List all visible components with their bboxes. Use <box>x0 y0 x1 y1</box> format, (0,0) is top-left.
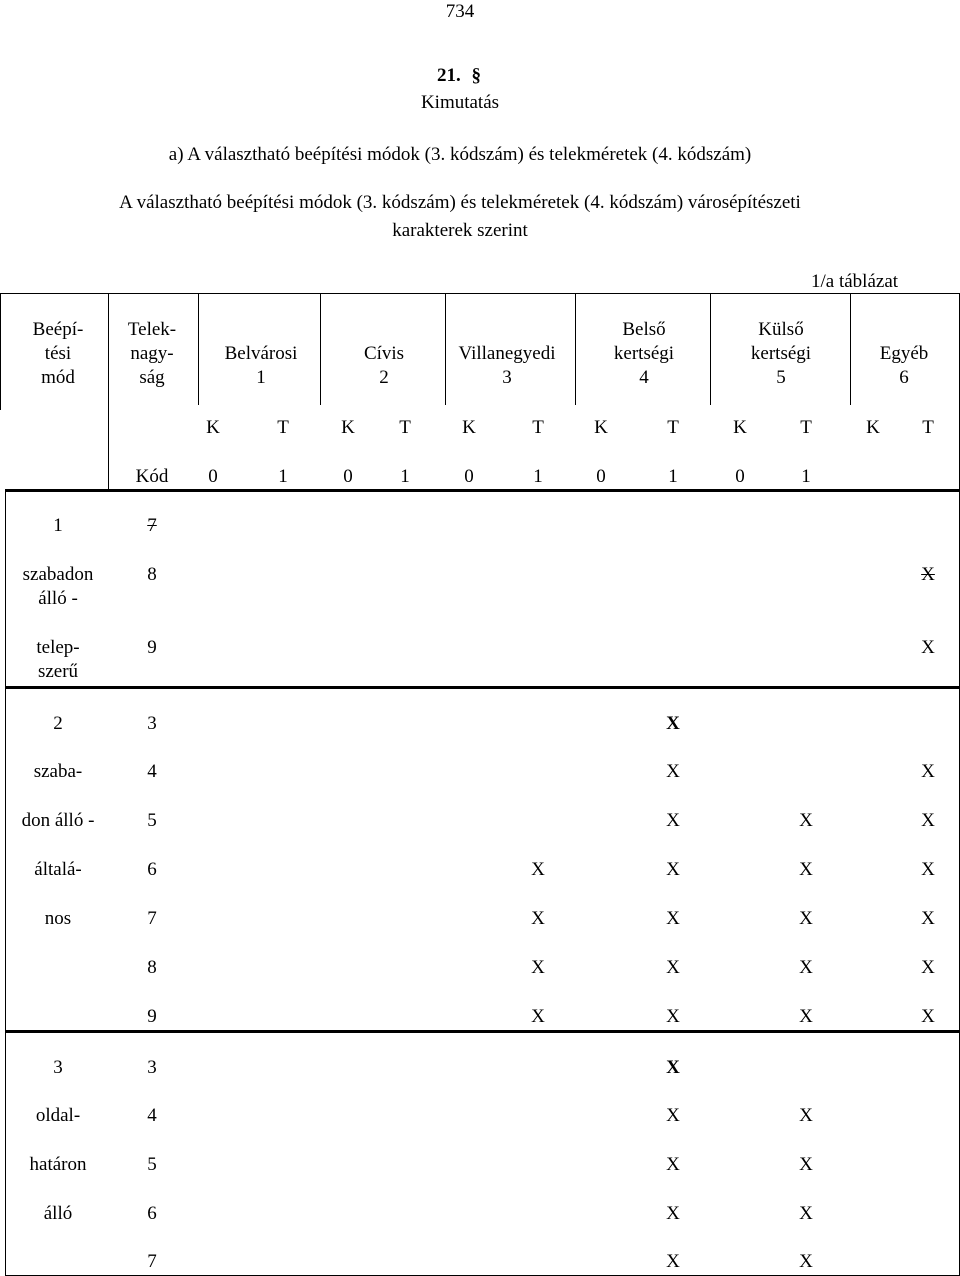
header-kod-value: 1 <box>278 466 288 487</box>
mark-x: X <box>666 1006 680 1027</box>
mark-x: X <box>531 957 545 978</box>
size-code: 9 <box>147 1006 157 1027</box>
size-code: 5 <box>147 810 157 831</box>
mark-x: X <box>666 908 680 929</box>
header-character-name-l1: Belső <box>622 319 666 340</box>
table-top-border <box>0 293 960 294</box>
size-code: 7 <box>147 1251 157 1272</box>
table-reference: 1/a táblázat <box>811 271 899 292</box>
mark-x: X <box>799 1251 813 1272</box>
mark-x: X <box>666 1057 680 1078</box>
header-character-name-l1: Külső <box>758 319 804 340</box>
size-code: 4 <box>147 1105 157 1126</box>
header-kt-label: T <box>277 417 289 438</box>
size-code: 4 <box>147 761 157 782</box>
subheading: a) A választható beépítési módok (3. kódszám) és telekméretek (4. kódszám) <box>168 144 752 165</box>
vline-villa-belso <box>575 293 576 405</box>
mark-x: X <box>921 1006 935 1027</box>
header-kt-label: K <box>462 417 476 438</box>
mark-x: X <box>531 859 545 880</box>
header-character-code: 5 <box>776 367 786 388</box>
group-label-line: szaba- <box>33 761 83 782</box>
group-label-line: szerű <box>37 661 79 682</box>
header-kod-value: 0 <box>735 466 745 487</box>
size-code: 8 <box>147 957 157 978</box>
mark-x: X <box>921 957 935 978</box>
header-kt-label: K <box>866 417 880 438</box>
mark-x: X <box>921 908 935 929</box>
header-character-name-l2: kertségi <box>750 343 812 364</box>
header-size-line: Telek- <box>127 319 177 340</box>
mark-x: X <box>921 810 935 831</box>
group-label-line: oldal- <box>35 1105 81 1126</box>
group-number: 1 <box>53 515 63 536</box>
header-kod-value: 0 <box>208 466 218 487</box>
header-character-code: 3 <box>502 367 512 388</box>
mark-x: X <box>799 1154 813 1175</box>
header-size-line: nagy- <box>130 343 174 364</box>
vline-civis-villa <box>445 293 446 405</box>
section-sign: § <box>471 65 481 86</box>
mark-x: X <box>666 1251 680 1272</box>
vline-left-body <box>5 489 6 1275</box>
group2-bottom-border <box>5 1030 960 1033</box>
header-kod-value: 1 <box>400 466 410 487</box>
header-kod-value: 0 <box>596 466 606 487</box>
mark-x: X <box>666 957 680 978</box>
mark-x: X <box>921 637 935 658</box>
header-character-name: Belvárosi <box>224 343 298 364</box>
header-kt-label: T <box>532 417 544 438</box>
section-number <box>437 64 481 88</box>
header-kt-label: K <box>733 417 747 438</box>
mark-x: X <box>666 713 680 734</box>
header-kod-value: 0 <box>343 466 353 487</box>
header-size-line: ság <box>139 367 165 388</box>
size-code: 6 <box>147 859 157 880</box>
group-label-line: általá- <box>34 859 82 880</box>
vline-kulso-egyeb <box>850 293 851 405</box>
header-kt-label: T <box>399 417 411 438</box>
table-title-line1: A választható beépítési módok (3. kódszám) és telekméretek (4. kódszám) városépítészeti <box>119 192 801 213</box>
mark-x: X <box>921 564 935 585</box>
size-code: 3 <box>147 713 157 734</box>
header-kt-label: K <box>206 417 220 438</box>
section-number-text: 21. <box>437 65 461 86</box>
group-label-line: szabadon <box>22 564 94 585</box>
mark-x: X <box>531 1006 545 1027</box>
mark-x: X <box>921 859 935 880</box>
header-kod-value: 1 <box>668 466 678 487</box>
group-label-line: álló - <box>38 588 78 609</box>
vline-size-belvarosi <box>198 293 199 405</box>
page-number: 734 <box>445 1 475 22</box>
header-kt-label: K <box>594 417 608 438</box>
size-code: 3 <box>147 1057 157 1078</box>
table-title-line2: karakterek szerint <box>392 220 528 241</box>
header-kt-label: T <box>800 417 812 438</box>
group-label-line: határon <box>29 1154 87 1175</box>
group-label-line: álló <box>43 1203 73 1224</box>
vline-mode-size <box>108 293 109 489</box>
header-character-name: Egyéb <box>879 343 929 364</box>
header-kt-label: T <box>922 417 934 438</box>
group-label-line: nos <box>44 908 72 929</box>
size-code: 7 <box>147 908 157 929</box>
mark-x: X <box>666 859 680 880</box>
size-code: 8 <box>147 564 157 585</box>
mark-x: X <box>799 1105 813 1126</box>
header-character-code: 4 <box>639 367 649 388</box>
header-character-name: Villanegyedi <box>458 343 556 364</box>
mark-x: X <box>799 859 813 880</box>
size-code: 7 <box>147 515 157 536</box>
mark-x: X <box>799 908 813 929</box>
group-label-line: don álló - <box>21 810 95 831</box>
header-kod-value: 1 <box>801 466 811 487</box>
header-kod-value: 1 <box>533 466 543 487</box>
mark-x: X <box>799 1006 813 1027</box>
header-bottom-border <box>5 489 960 492</box>
mark-x: X <box>799 957 813 978</box>
header-kod-value: 0 <box>464 466 474 487</box>
size-code: 9 <box>147 637 157 658</box>
header-mode-line: mód <box>41 367 75 388</box>
header-kod-label: Kód <box>135 466 169 487</box>
mark-x: X <box>921 761 935 782</box>
mark-x: X <box>666 810 680 831</box>
header-mode-line: tési <box>44 343 72 364</box>
header-character-code: 6 <box>899 367 909 388</box>
mark-x: X <box>666 761 680 782</box>
mark-x: X <box>666 1154 680 1175</box>
vline-belso-kulso <box>710 293 711 405</box>
header-character-name: Cívis <box>363 343 405 364</box>
header-character-code: 2 <box>379 367 389 388</box>
vline-left-header <box>0 293 1 410</box>
header-character-name-l2: kertségi <box>613 343 675 364</box>
size-code: 6 <box>147 1203 157 1224</box>
mark-x: X <box>666 1105 680 1126</box>
group1-bottom-border <box>5 686 960 689</box>
group-number: 3 <box>53 1057 63 1078</box>
header-character-code: 1 <box>256 367 266 388</box>
mark-x: X <box>531 908 545 929</box>
header-kt-label: T <box>667 417 679 438</box>
vline-belvarosi-civis <box>320 293 321 405</box>
mark-x: X <box>799 810 813 831</box>
header-mode-line: Beépí- <box>32 319 84 340</box>
group-label-line: telep- <box>36 637 80 658</box>
group-number: 2 <box>53 713 63 734</box>
mark-x: X <box>666 1203 680 1224</box>
size-code: 5 <box>147 1154 157 1175</box>
header-kt-label: K <box>341 417 355 438</box>
heading: Kimutatás <box>420 92 500 113</box>
mark-x: X <box>799 1203 813 1224</box>
